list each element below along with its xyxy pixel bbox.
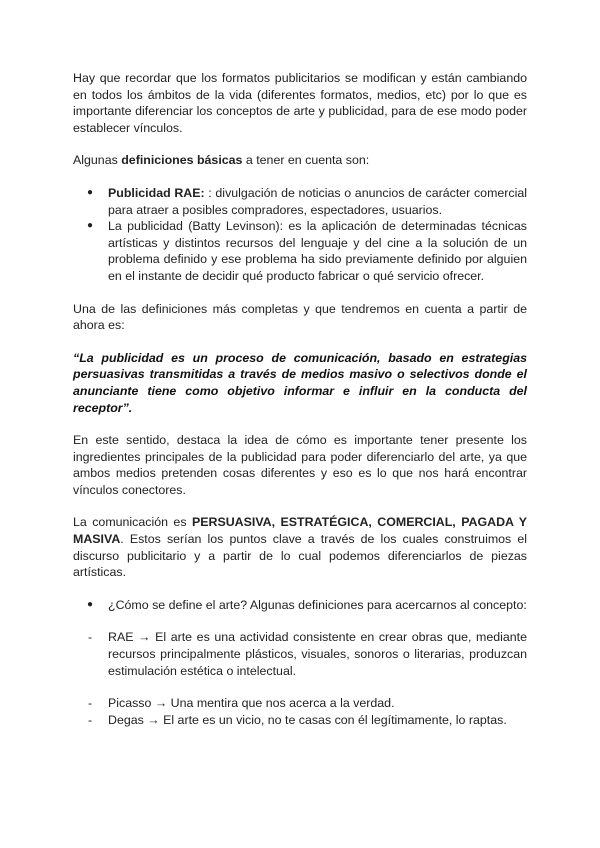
list-item — [73, 695, 527, 712]
list-item — [73, 629, 527, 679]
list-item — [73, 712, 527, 729]
definitions-list — [73, 185, 527, 285]
dash-icon: - — [88, 696, 93, 711]
intro-paragraph: Hay que recordar que los formatos publicitarios se modifican y están cambiando en todos los ámbitos de la vida (diferentes formatos, medios, etc) por lo que es importante diferenciar los conceptos de arte y publicidad, para de ese modo poder establecer vínculos. — [73, 71, 527, 135]
art-definition-rae: RAE → El arte es una actividad consistente en crear obras que, mediante recursos principalmente plásticos, visuales, sonoros o literarias, produzcan estimulación estética o intelectual. — [108, 630, 527, 678]
list-item — [73, 185, 527, 218]
bullet-icon: ● — [87, 220, 94, 232]
complete-definition-intro: Una de las definiciones más completas y que tendremos en cuenta a partir de ahora es: — [73, 301, 527, 333]
definitions-intro-before: Algunas — [73, 153, 122, 168]
list-item — [73, 597, 527, 614]
list-item — [73, 218, 527, 284]
art-definition-degas: Degas → El arte es un vicio, no te casas con él legítimamente, lo raptas. — [108, 712, 507, 727]
sense-paragraph: En este sentido, destaca la idea de cómo es importante tener presente los ingredientes principales de la publicidad para poder diferenciarlo del arte, ya que ambos medios pretenden cosas diferentes y eso es lo que nos hará encontrar vínculos conectores. — [73, 433, 527, 497]
definitions-intro — [73, 152, 527, 169]
definition-text: : divulgación de noticias o anuncios de carácter comercial para atraer a posibles compradores, espectadores, usuarios. — [108, 185, 527, 217]
dash-icon: - — [88, 712, 93, 727]
question-list — [73, 597, 527, 614]
dash-icon: - — [88, 630, 93, 645]
communication-bold: PERSUASIVA, ESTRATÉGICA, COMERCIAL, PAGADA Y MASIVA — [73, 515, 528, 547]
art-question: ¿Cómo se define el arte? Algunas definiciones para acercarnos al concepto: — [108, 597, 527, 612]
definitions-intro-after: a tener en cuenta son: — [242, 153, 370, 168]
communication-paragraph — [73, 514, 527, 580]
definition-text: La publicidad (Batty Levinson): es la aplicación de determinadas técnicas artísticas y distintos recursos del lenguaje y del cine a la solución de un problema definido y ese problema ha sido previamente definido por alguien en el instante de decidir qué producto fabricar o qué servicio ofrecer. — [108, 219, 527, 283]
art-definitions-list — [73, 629, 527, 728]
definition-term: Publicidad RAE: — [108, 185, 205, 200]
communication-before: La comunicación es — [73, 515, 192, 530]
definitions-intro-bold: definiciones básicas — [121, 153, 243, 168]
communication-after: . Estos serían los puntos clave a través de los cuales construimos el discurso publicitario y a partir de lo cual podemos diferenciarlos de piezas artísticas. — [73, 532, 527, 580]
bullet-icon: ● — [87, 186, 94, 198]
advertising-definition-quote: “La publicidad es un proceso de comunicación, basado en estrategias persuasivas transmitidas a través de medios masivo o selectivos donde el anunciante tiene como objetivo informar e influir en la conducta del receptor”. — [73, 350, 527, 415]
bullet-icon: ● — [87, 598, 94, 610]
art-definition-picasso: Picasso → Una mentira que nos acerca a la verdad. — [108, 696, 395, 711]
